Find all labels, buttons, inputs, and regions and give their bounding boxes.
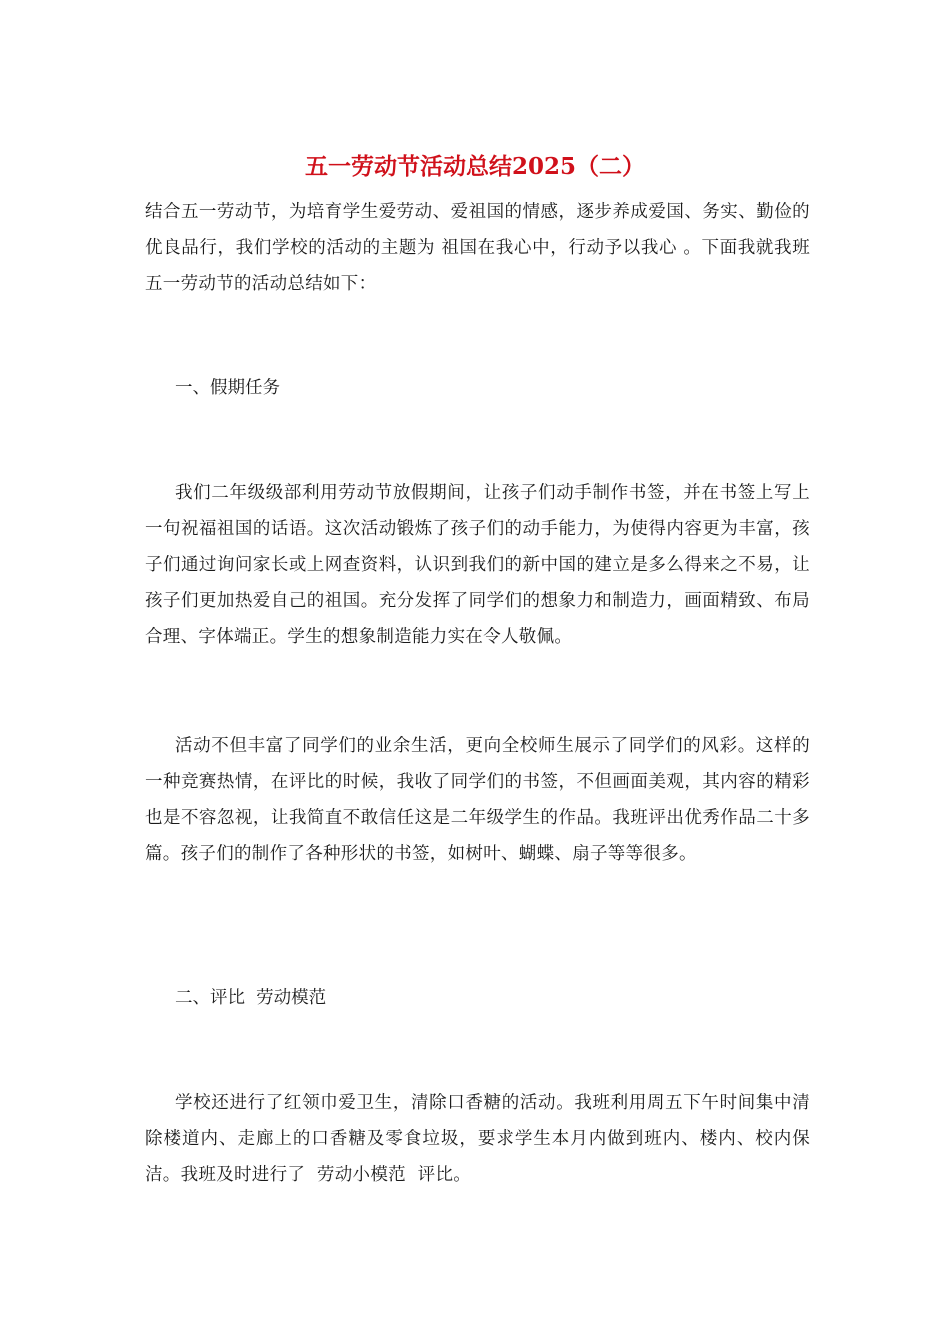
document-title: 五一劳动节活动总结2025（二） [304, 153, 645, 180]
section-heading-1: 一、假期任务 [175, 378, 280, 398]
section-heading-2: 二、评比 劳动模范 [175, 988, 327, 1008]
section2-paragraph-1: 学校还进行了红领巾爱卫生，清除口香糖的活动。我班利用周五下午时间集中清除楼道内、走廊上的口香糖及零食垃圾，要求学生本月内做到班内、楼内、校内保洁。我班及时进行了 劳动小模范 评比。 [145, 1093, 810, 1185]
intro-paragraph: 结合五一劳动节，为培育学生爱劳动、爱祖国的情感，逐步养成爱国、务实、勤俭的优良品行，我们学校的活动的主题为 祖国在我心中，行动予以我心 。下面我就我班五一劳动节的活动总结如下： [145, 202, 810, 294]
section1-paragraph-2: 活动不但丰富了同学们的业余生活，更向全校师生展示了同学们的风彩。这样的一种竞赛热情，在评比的时候，我收了同学们的书签，不但画面美观，其内容的精彩也是不容忽视，让我简直不敢信任这是二年级学生的作品。我班评出优秀作品二十多篇。孩子们的制作了各种形状的书签，如树叶、蝴蝶、扇子等等很多。 [145, 736, 810, 864]
section1-paragraph-1: 我们二年级级部利用劳动节放假期间，让孩子们动手制作书签，并在书签上写上一句祝福祖国的话语。这次活动锻炼了孩子们的动手能力，为使得内容更为丰富，孩子们通过询问家长或上网查资料，认识到我们的新中国的建立是多么得来之不易，让孩子们更加热爱自己的祖国。充分发挥了同学们的想象力和制造力，画面精致、布局合理、字体端正。学生的想象制造能力实在令人敬佩。 [145, 483, 810, 647]
